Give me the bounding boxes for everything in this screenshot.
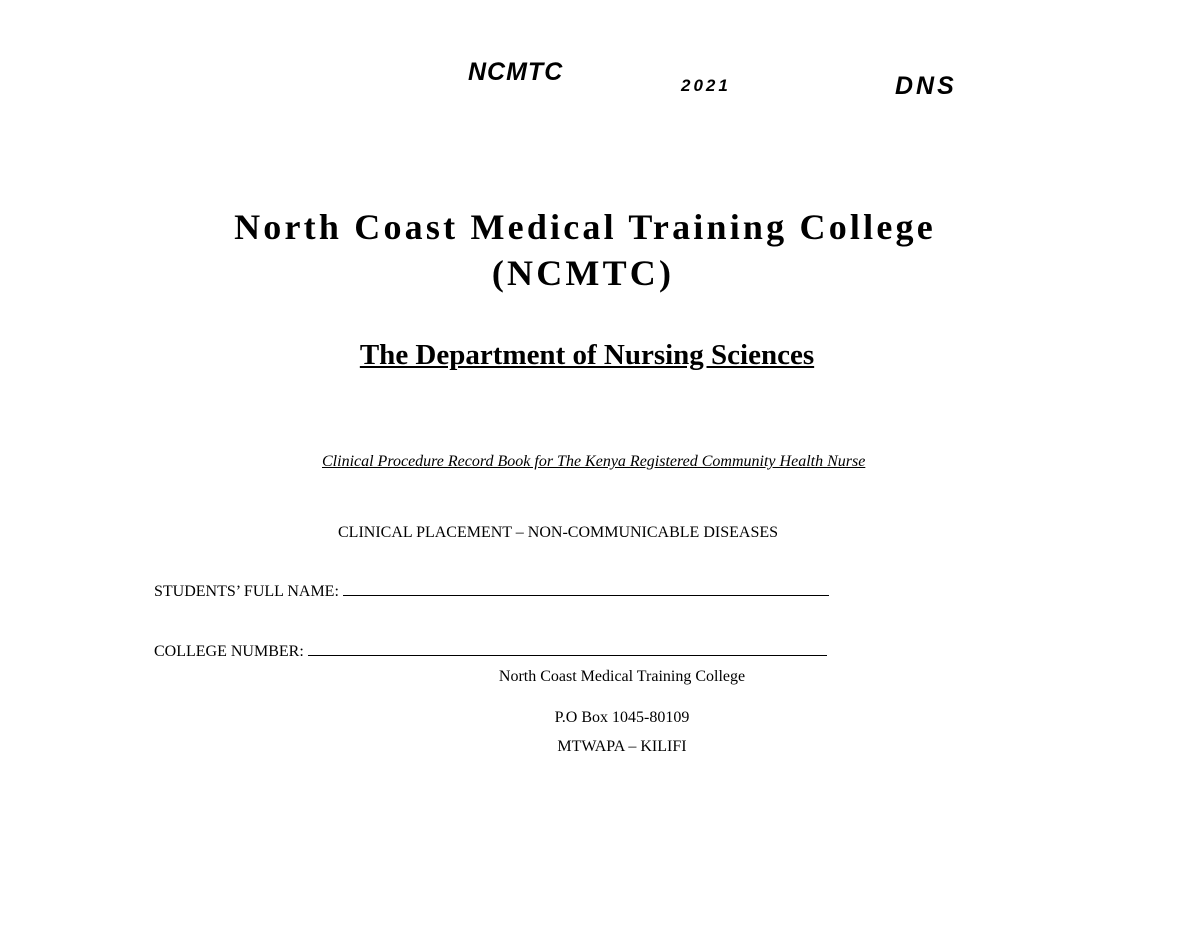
- college-number-row: [154, 641, 827, 662]
- college-title: North Coast Medical Training College: [234, 207, 936, 247]
- address-line-3: MTWAPA – KILIFI: [557, 738, 687, 755]
- record-book-subtitle: Clinical Procedure Record Book for The Kenya Registered Community Health Nurse: [322, 453, 866, 470]
- address-line-1: North Coast Medical Training College: [498, 668, 746, 685]
- full-name-label: STUDENTS’ FULL NAME:: [154, 583, 339, 600]
- college-abbreviation: (NCMTC): [491, 253, 675, 293]
- college-number-blank-line[interactable]: [308, 641, 827, 656]
- full-name-blank-line[interactable]: [343, 581, 829, 596]
- full-name-row: [154, 581, 829, 602]
- placement-heading: CLINICAL PLACEMENT – NON-COMMUNICABLE DISEASES: [338, 524, 779, 541]
- header-right-text: DNS: [895, 72, 957, 100]
- header-left-text: NCMTC: [468, 58, 564, 86]
- header-year-text: 2021: [681, 76, 731, 95]
- department-title: The Department of Nursing Sciences: [359, 339, 815, 371]
- college-number-label: COLLEGE NUMBER:: [154, 643, 304, 660]
- address-line-2: P.O Box 1045-80109: [554, 709, 690, 726]
